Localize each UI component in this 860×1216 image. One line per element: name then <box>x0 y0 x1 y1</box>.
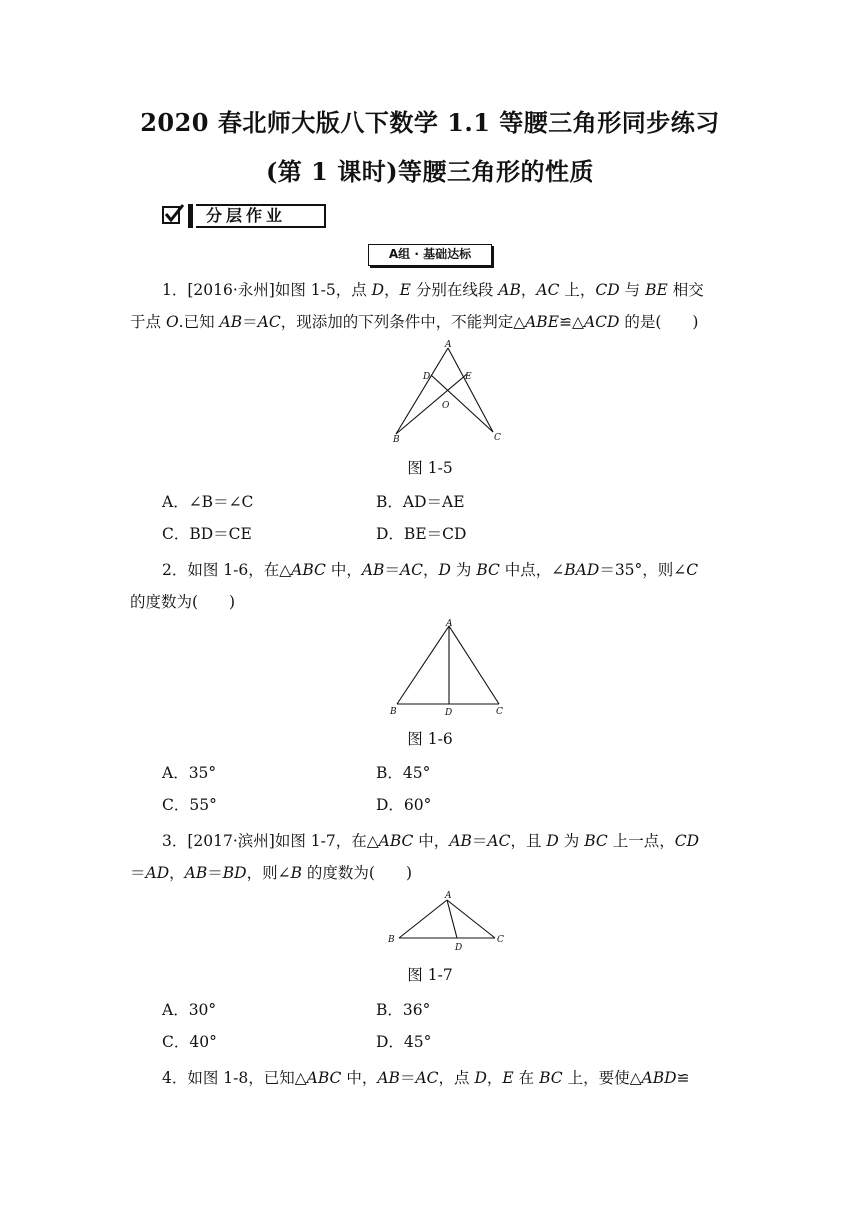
q1-line1: 1．[2016·永州]如图 1-5，点 D，E 分别在线段 AB，AC 上，CD 与 BE 相交 <box>162 281 704 299</box>
fig16-label-c: C <box>496 707 503 717</box>
fig15-label-c: C <box>494 433 501 443</box>
q1-option-d[interactable]: D．BE＝CD <box>376 525 467 543</box>
fig15-label-a: A <box>445 340 452 350</box>
fig17-label-d: D <box>455 943 463 953</box>
group-header <box>0 243 860 266</box>
figure-1-5 <box>385 338 515 448</box>
fig15-label-e: E <box>465 372 472 382</box>
q1-option-b[interactable]: B．AD＝AE <box>376 493 465 511</box>
q2-line2: 的度数为( ) <box>130 593 236 611</box>
q1-option-c[interactable]: C．BD＝CE <box>162 525 252 543</box>
figure-1-6 <box>385 618 515 718</box>
page-title: 2020 春北师大版八下数学 1.1 等腰三角形同步练习 <box>140 108 720 137</box>
fig16-label-b: B <box>390 707 397 717</box>
q2-line1: 2．如图 1-6，在△ABC 中，AB＝AC，D 为 BC 中点，∠BAD＝35°，则∠C <box>162 561 699 579</box>
figure-1-7 <box>385 888 515 958</box>
q4-line1: 4．如图 1-8，已知△ABC 中，AB＝AC，点 D，E 在 BC 上，要使△ABD≌ <box>162 1069 690 1087</box>
checkbox-icon <box>162 206 180 224</box>
q2-option-c[interactable]: C．55° <box>162 796 217 814</box>
caption-1-7: 图 1-7 <box>407 966 453 984</box>
q2-option-d[interactable]: D．60° <box>376 796 432 814</box>
caption-1-6: 图 1-6 <box>407 730 453 748</box>
fig16-label-d: D <box>445 708 453 718</box>
fig17-label-b: B <box>388 935 395 945</box>
q2-option-b[interactable]: B．45° <box>376 764 431 782</box>
q1-option-a[interactable]: A．∠B＝∠C <box>162 493 254 511</box>
page-subtitle: (第 1 课时)等腰三角形的性质 <box>265 157 595 186</box>
fig16-label-a: A <box>446 619 453 629</box>
q3-line1: 3．[2017·滨州]如图 1-7，在△ABC 中，AB＝AC，且 D 为 BC 上一点，CD <box>162 832 699 850</box>
fig15-label-b: B <box>393 435 400 445</box>
q2-option-a[interactable]: A．35° <box>162 764 217 782</box>
group-badge: A组 · 基础达标 <box>368 244 492 266</box>
q1-line2: 于点 O.已知 AB＝AC，现添加的下列条件中，不能判定△ABE≌△ACD 的是( ) <box>130 313 699 331</box>
q3-option-a[interactable]: A．30° <box>162 1001 217 1019</box>
q3-line2: ＝AD，AB＝BD，则∠B 的度数为( ) <box>130 864 413 882</box>
section-bar <box>188 204 193 228</box>
fig15-label-o: O <box>442 401 450 411</box>
fig17-label-c: C <box>497 935 504 945</box>
section-label: 分层作业 <box>196 204 324 228</box>
q3-option-c[interactable]: C．40° <box>162 1033 217 1051</box>
caption-1-5: 图 1-5 <box>407 459 453 477</box>
fig17-label-a: A <box>445 891 452 901</box>
q3-option-b[interactable]: B．36° <box>376 1001 431 1019</box>
q3-option-d[interactable]: D．45° <box>376 1033 432 1051</box>
fig15-label-d: D <box>423 372 431 382</box>
